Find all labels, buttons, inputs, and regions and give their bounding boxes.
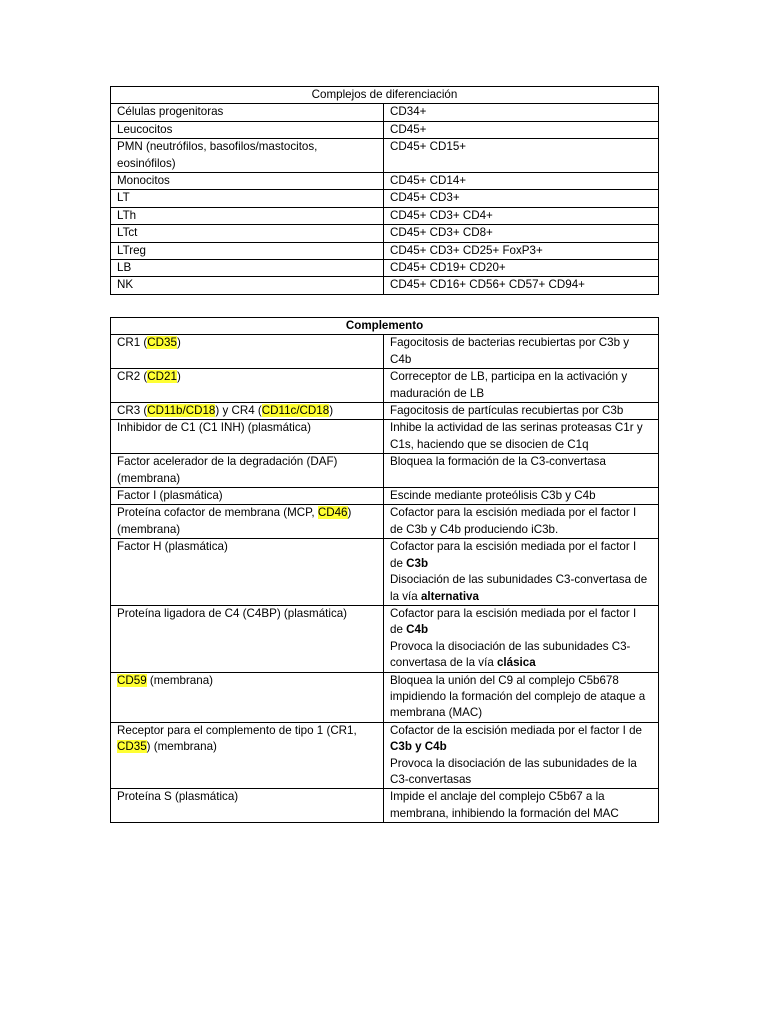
text-segment: CR3 ( xyxy=(117,404,148,418)
text-segment: Factor H (plasmática) xyxy=(117,540,228,554)
bold-text: alternativa xyxy=(420,589,479,603)
table-header-row xyxy=(111,318,659,335)
cell-type: Monocitos xyxy=(111,173,384,190)
text-segment: CR1 ( xyxy=(117,336,148,350)
cell-markers: CD45+ CD14+ xyxy=(384,173,659,190)
table-row xyxy=(111,277,659,294)
complement-regulator xyxy=(111,335,384,369)
complement-regulator xyxy=(111,369,384,403)
highlighted-text: CD35 xyxy=(147,336,177,350)
table-row xyxy=(111,242,659,259)
text-segment: Correceptor de LB, participa en la activación y maduración de LB xyxy=(390,370,628,400)
complement-function xyxy=(384,403,659,420)
complement-function xyxy=(384,722,659,789)
differentiation-table xyxy=(110,86,659,295)
table-row xyxy=(111,335,659,369)
table-body xyxy=(111,335,659,823)
table-row xyxy=(111,104,659,121)
table-row xyxy=(111,488,659,505)
table-row xyxy=(111,207,659,224)
complement-regulator xyxy=(111,454,384,488)
table-row xyxy=(111,139,659,173)
text-segment: Cofactor para la escisión mediada por el factor I de C3b y C4b produciendo iC3b. xyxy=(390,506,637,536)
table-row xyxy=(111,190,659,207)
bold-text: C4b xyxy=(406,623,429,637)
complement-function xyxy=(384,454,659,488)
table-body xyxy=(111,104,659,294)
cell-markers: CD45+ CD19+ CD20+ xyxy=(384,260,659,277)
text-segment: Cofactor de la escisión mediada por el factor I de xyxy=(390,723,642,737)
text-segment: Proteína S (plasmática) xyxy=(117,790,239,804)
text-segment: Bloquea la unión del C9 al complejo C5b678 impidiendo la formación del complejo de ataque a membrana (MAC) xyxy=(390,673,646,720)
table-row xyxy=(111,369,659,403)
complement-regulator xyxy=(111,420,384,454)
text-segment: ) xyxy=(329,404,334,418)
text-segment: ) xyxy=(176,370,181,384)
table-row xyxy=(111,539,659,606)
text-segment: Proteína ligadora de C4 (C4BP) (plasmática) xyxy=(117,606,348,620)
text-segment: Fagocitosis de partículas recubiertas por C3b xyxy=(390,404,624,418)
text-segment: Impide el anclaje del complejo C5b67 a la membrana, inhibiendo la formación del MAC xyxy=(390,790,619,820)
table-row xyxy=(111,672,659,722)
cell-type: LB xyxy=(111,260,384,277)
text-segment: Cofactor para la escisión mediada por el factor I de xyxy=(390,540,637,570)
complement-function xyxy=(384,369,659,403)
text-segment: ) xyxy=(176,336,181,350)
highlighted-text: CD59 xyxy=(117,673,147,687)
complement-function xyxy=(384,505,659,539)
cell-type: LTct xyxy=(111,225,384,242)
text-segment: Inhibidor de C1 (C1 INH) (plasmática) xyxy=(117,421,311,435)
complement-function xyxy=(384,605,659,672)
text-segment: ) y CR4 ( xyxy=(215,404,262,418)
complement-regulator xyxy=(111,789,384,823)
text-segment: ) (membrana) xyxy=(146,740,217,754)
table-row xyxy=(111,225,659,242)
complement-regulator xyxy=(111,403,384,420)
complement-function xyxy=(384,488,659,505)
complement-regulator xyxy=(111,605,384,672)
text-segment: Factor acelerador de la degradación (DAF) (membrana) xyxy=(117,455,338,485)
text-segment: Factor I (plasmática) xyxy=(117,489,223,503)
table-row xyxy=(111,420,659,454)
highlighted-text: CD11c/CD18 xyxy=(261,404,330,418)
complement-regulator xyxy=(111,505,384,539)
text-segment: Proteína cofactor de membrana (MCP, xyxy=(117,506,318,520)
text-segment: Escinde mediante proteólisis C3b y C4b xyxy=(390,489,596,503)
cell-markers: CD45+ CD3+ xyxy=(384,190,659,207)
text-segment: Provoca la disociación de las subunidades C3-convertasa de la vía xyxy=(390,639,631,670)
cell-type: LT xyxy=(111,190,384,207)
cell-markers: CD45+ CD3+ CD4+ xyxy=(384,207,659,224)
cell-type: Células progenitoras xyxy=(111,104,384,121)
cell-markers: CD45+ CD3+ CD8+ xyxy=(384,225,659,242)
table-row xyxy=(111,722,659,789)
table-header-row xyxy=(111,87,659,104)
highlighted-text: CD11b/CD18 xyxy=(147,404,216,418)
table-title: Complemento xyxy=(111,318,659,335)
complement-function xyxy=(384,789,659,823)
highlighted-text: CD46 xyxy=(317,506,348,520)
cell-type: LTh xyxy=(111,207,384,224)
complement-regulator xyxy=(111,672,384,722)
cell-type: PMN (neutrófilos, basofilos/mastocitos, eosinófilos) xyxy=(111,139,384,173)
text-segment: Fagocitosis de bacterias recubiertas por C3b y C4b xyxy=(390,336,630,366)
table-row xyxy=(111,789,659,823)
cell-type: NK xyxy=(111,277,384,294)
complement-regulator xyxy=(111,539,384,606)
cell-markers: CD45+ CD16+ CD56+ CD57+ CD94+ xyxy=(384,277,659,294)
bold-text: C3b xyxy=(406,556,429,570)
cell-type: LTreg xyxy=(111,242,384,259)
text-segment: CR2 ( xyxy=(117,370,148,384)
bold-text: clásica xyxy=(496,656,536,670)
complement-function xyxy=(384,672,659,722)
complement-function xyxy=(384,335,659,369)
table-row xyxy=(111,403,659,420)
complement-function xyxy=(384,539,659,606)
table-row xyxy=(111,121,659,138)
text-segment: Receptor para el complemento de tipo 1 (CR1, xyxy=(117,723,357,737)
cell-type: Leucocitos xyxy=(111,121,384,138)
cell-markers: CD34+ xyxy=(384,104,659,121)
cell-markers: CD45+ CD3+ CD25+ FoxP3+ xyxy=(384,242,659,259)
table-row xyxy=(111,454,659,488)
text-segment: Inhibe la actividad de las serinas proteasas C1r y C1s, haciendo que se disocien de C1q xyxy=(390,421,643,451)
complement-regulator xyxy=(111,722,384,789)
complement-regulator xyxy=(111,488,384,505)
highlighted-text: CD35 xyxy=(117,740,147,754)
table-row xyxy=(111,173,659,190)
text-segment: Provoca la disociación de las subunidades de la C3-convertasas xyxy=(390,756,637,786)
complement-table xyxy=(110,317,659,823)
text-segment: (membrana) xyxy=(146,673,214,687)
highlighted-text: CD21 xyxy=(147,370,177,384)
cell-markers: CD45+ xyxy=(384,121,659,138)
text-segment: ) (membrana) xyxy=(117,506,352,536)
text-segment: Bloquea la formación de la C3-convertasa xyxy=(390,455,606,469)
table-row xyxy=(111,505,659,539)
cell-markers: CD45+ CD15+ xyxy=(384,139,659,173)
text-segment: Disociación de las subunidades C3-convertasa de la vía xyxy=(390,573,648,603)
complement-function xyxy=(384,420,659,454)
table-row xyxy=(111,605,659,672)
bold-text: C3b y C4b xyxy=(390,740,447,754)
text-segment: Cofactor para la escisión mediada por el factor I de xyxy=(390,606,637,637)
table-row xyxy=(111,260,659,277)
table-title: Complejos de diferenciación xyxy=(111,87,659,104)
